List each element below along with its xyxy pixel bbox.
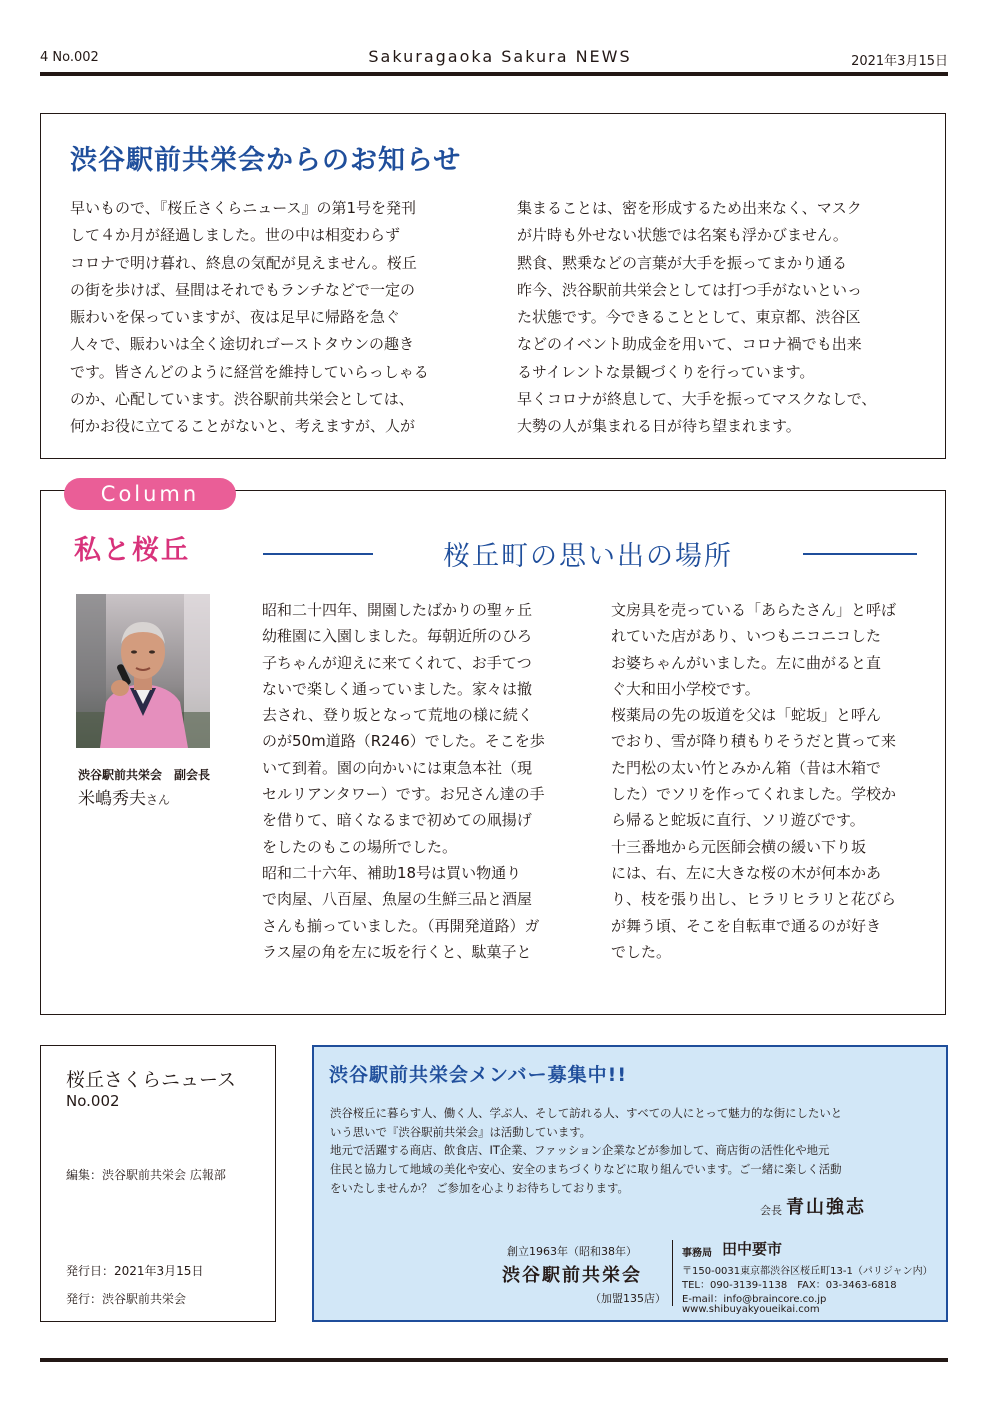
- author-role: 渋谷駅前共栄会 副会長: [78, 768, 211, 782]
- column-line: 文房具を売っている「あらたさん」と呼ば: [611, 601, 897, 619]
- header-rule: [40, 72, 948, 76]
- org-divider: [672, 1240, 673, 1306]
- notice-line: 何かお役に立てることがないと、考えますが、人が: [70, 417, 416, 436]
- author-name-text: 米嶋秀夫: [78, 789, 146, 809]
- author-photo: [76, 594, 210, 748]
- recruit-line: をいたしませんか？ ご参加を心よりお待ちしております。: [330, 1180, 629, 1195]
- column-line: 子ちゃんが迎えに来てくれて、お手てつ: [262, 653, 532, 672]
- notice-line: して４か月が経過しました。世の中は相変わらず: [70, 226, 401, 245]
- notice-line: 大勢の人が集まれる日が待ち望まれます。: [517, 417, 801, 436]
- footer-rule: [40, 1358, 948, 1362]
- column-line: ないで楽しく通っていました。家々は撤: [262, 679, 533, 698]
- colophon-number: No.002: [66, 1092, 120, 1110]
- column-line: が舞う頃、そこを自転車で通るのが好き: [611, 916, 882, 935]
- org-name: 渋谷駅前共栄会: [502, 1265, 642, 1286]
- column-badge: Column: [64, 478, 236, 510]
- president-name: 青山強志: [786, 1197, 866, 1218]
- column-text-1: [262, 597, 588, 965]
- column-line: のが50m道路（R246）でした。そこを歩: [262, 732, 545, 751]
- office-tel: TEL：090-3139-1138 FAX：03-3463-6818: [682, 1280, 897, 1291]
- column-line: り、枝を張り出し、ヒラリヒラリと花びら: [611, 890, 897, 909]
- column-line: 去され、登り坂となって荒地の様に続く: [262, 706, 533, 725]
- column-line: さんも揃っていました。（再開発道路）ガ: [262, 916, 540, 935]
- recruit-line: 地元で活躍する商店、飲食店、IT企業、ファッション企業などが参加して、商店街の活性化や地元: [330, 1143, 830, 1158]
- colophon-issue-date: 発行日：2021年3月15日: [66, 1264, 204, 1278]
- notice-column-2: [517, 195, 927, 441]
- notice-line: などのイベント助成金を用いて、コロナ禍でも出来: [517, 335, 862, 354]
- org-founded: 創立1963年（昭和38年）: [507, 1245, 637, 1258]
- notice-line: です。皆さんどのように経営を維持していらっしゃる: [70, 362, 429, 381]
- recruit-body: [330, 1104, 930, 1198]
- column-heading: 私と桜丘: [74, 535, 190, 566]
- column-line: 幼稚園に入園しました。毎朝近所のひろ: [262, 627, 533, 646]
- column-line: ら帰ると蛇坂に直行、ソリ遊びです。: [611, 811, 865, 830]
- colophon-title: 桜丘さくらニュース: [66, 1069, 237, 1091]
- column-line: いて到着。園の向かいには東急本社（現: [262, 758, 533, 777]
- author-name: [78, 784, 170, 809]
- column-line: 十三番地から元医師会横の緩い下り坂: [611, 837, 867, 856]
- office-website[interactable]: www.shibuyakyoueikai.com: [682, 1304, 820, 1315]
- column-line: れていた店があり、いつもニコニコした: [611, 627, 882, 646]
- notice-line: 黙食、黙乗などの言葉が大手を振ってまかり通る: [517, 253, 848, 272]
- column-line: でおり、雪が降り積もりそうだと貰って来: [611, 732, 897, 751]
- column-line: を借りて、暗くなるまで初めての凧揚げ: [262, 811, 532, 830]
- author-honorific: さん: [146, 793, 171, 807]
- notice-line: の街を歩けば、昼間はそれでもランチなどで一定の: [70, 280, 416, 299]
- column-line: をしたのもこの場所でした。: [262, 837, 458, 856]
- column-line: でした。: [611, 942, 672, 961]
- office-name: 田中要市: [722, 1240, 783, 1258]
- subtitle-rule-left: [263, 553, 373, 555]
- column-line: で肉屋、八百屋、魚屋の生鮮三品と酒屋: [262, 890, 533, 909]
- notice-line: 賑わいを保っていますが、夜は足早に帰路を急ぐ: [70, 308, 401, 327]
- column-text-2: [611, 597, 937, 965]
- column-line: ラス屋の角を左に坂を行くと、駄菓子と: [262, 942, 532, 961]
- column-line: には、右、左に大きな桜の木が何本かあ: [611, 863, 882, 882]
- office-label: 事務局: [682, 1248, 712, 1259]
- president-role: 会長: [760, 1204, 782, 1217]
- notice-line: 昨今、渋谷駅前共栄会としては打つ手がないといっ: [517, 280, 863, 299]
- notice-line: 集まることは、密を形成するため出来なく、マスク: [517, 199, 862, 217]
- colophon-publisher: 発行：渋谷駅前共栄会: [66, 1292, 187, 1306]
- column-line: た門松の太い竹とみかん箱（昔は木箱で: [611, 758, 882, 777]
- notice-line: 人々で、賑わいは全く途切れゴーストタウンの趣き: [70, 335, 414, 354]
- notice-line: コロナで明け暮れ、終息の気配が見えません。桜丘: [70, 253, 417, 272]
- page-issue-number: 4 No.002: [40, 50, 99, 65]
- notice-line: 早くコロナが終息して、大手を振ってマスクなしで、: [517, 390, 877, 409]
- column-line: 昭和二十六年、補助18号は買い物通り: [262, 863, 522, 882]
- notice-title: 渋谷駅前共栄会からのお知らせ: [70, 145, 462, 176]
- notice-line: るサイレントな景観づくりを行っています。: [517, 362, 815, 381]
- issue-date: 2021年3月15日: [851, 54, 948, 69]
- notice-line: た状態です。今できることとして、東京都、渋谷区: [517, 308, 861, 327]
- notice-line: が片時も外せない状態では名案も浮かびません。: [517, 226, 848, 245]
- column-line: セルリアンタワー）です。お兄さん達の手: [262, 785, 545, 804]
- column-subtitle: 桜丘町の思い出の場所: [443, 541, 733, 572]
- org-member-count: （加盟135店）: [590, 1292, 666, 1305]
- colophon-editor: 編集：渋谷駅前共栄会 広報部: [66, 1168, 226, 1182]
- recruit-line: いう思いで『渋谷駅前共栄会』は活動しています。: [330, 1124, 592, 1139]
- office-email[interactable]: E-mail：info@braincore.co.jp: [682, 1294, 827, 1305]
- office-address: 〒150-0031東京都渋谷区桜丘町13-1（パリジャン内）: [682, 1266, 933, 1277]
- recruit-line: 渋谷桜丘に暮らす人、働く人、学ぶ人、そして訪れる人、すべての人にとって魅力的な街にしたいと: [330, 1106, 843, 1120]
- notice-column-1: [70, 195, 480, 441]
- recruit-line: 住民と協力して地域の美化や安心、安全のまちづくりなどに取り組んでいます。ご一緒に楽しく活動: [330, 1162, 842, 1177]
- column-line: ぐ大和田小学校です。: [611, 679, 760, 698]
- notice-line: のか、心配しています。渋谷駅前共栄会としては、: [70, 390, 414, 409]
- column-line: した）でソリを作ってくれました。学校か: [611, 785, 897, 804]
- author-photo-illustration: [76, 594, 210, 748]
- subtitle-rule-right: [803, 553, 917, 555]
- recruit-title: 渋谷駅前共栄会メンバー募集中!!: [329, 1064, 628, 1086]
- column-line: お婆ちゃんがいました。左に曲がると直: [611, 653, 882, 672]
- masthead-title: Sakuragaoka Sakura NEWS: [368, 47, 632, 66]
- column-line: 桜薬局の先の坂道を父は「蛇坂」と呼ん: [611, 706, 882, 725]
- notice-line: 早いもので、『桜丘さくらニュース』の第1号を発刊: [70, 199, 416, 217]
- column-line: 昭和二十四年、開園したばかりの聖ヶ丘: [262, 601, 533, 619]
